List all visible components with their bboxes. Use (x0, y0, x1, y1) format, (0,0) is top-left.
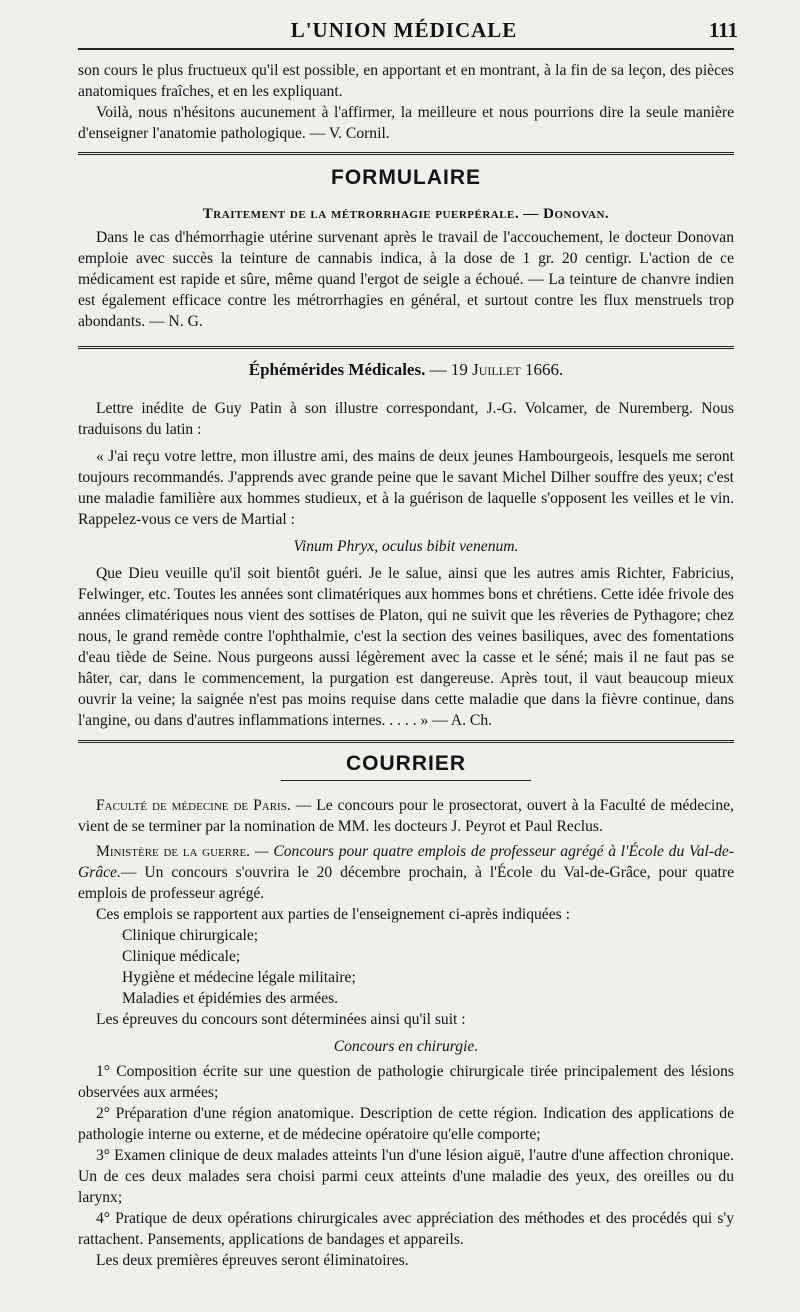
running-head (70, 18, 738, 48)
formulaire-title: FORMULAIRE (331, 166, 481, 189)
faculte-text: — Le concours pour le prosectorat, ouvert à la Faculté de médecine, vient de se terminer par la nomination de MM. les docteurs J. Peyrot et Paul Reclus. (78, 797, 734, 835)
intro-paragraph-1: son cours le plus fructueux qu'il est possible, en apportant et en montrant, à la fin de sa leçon, des pièces anatomiques fraîches, et en les expliquant. (78, 62, 734, 100)
section-rule-courrier (78, 740, 734, 743)
parties-item: Clinique médicale; (122, 948, 241, 965)
epreuve-item: 1° Composition écrite sur une question de pathologie chirurgicale tirée principalement des lésions observées aux armées; (78, 1063, 734, 1101)
formulaire-body: Dans le cas d'hémorrhagie utérine survenant après le travail de l'accouchement, le docteur Donovan emploie avec succès la teinture de cannabis indica, à la dose de 1 gr. 20 centigr. L'action de ce médicament est rapide et sûre, même quand l'ergot de seigle a échoué. — La teinture de chanvre indien est également efficace contre les métrorrhagies en général, et surtout contre les flux menstruels trop abondants. — N. G. (78, 229, 734, 330)
courrier-ministere (78, 841, 734, 904)
epreuve-item: 4° Pratique de deux opérations chirurgicales avec appréciation des méthodes et des procédés qui s'y rattachent. Pansements, applications de bandages et appareils. (78, 1210, 734, 1248)
ephemerides-heading (78, 360, 734, 380)
formulaire-subtitle: Traitement de la métrorrhagie puerpérale. — Donovan. (202, 206, 610, 222)
ephemerides-quote: Vinum Phryx, oculus bibit venenum. (293, 538, 519, 555)
parties-item: Hygiène et médecine légale militaire; (122, 969, 356, 986)
epreuve-item: 3° Examen clinique de deux malades atteints l'un d'une lésion aiguë, l'autre d'une affection chronique. Un de ces deux malades sera choisi parmi ceux atteints d'une maladie des yeux, des oreilles ou du larynx; (78, 1147, 734, 1206)
courrier-title: COURRIER (345, 752, 466, 775)
epreuves-closing: Les deux premières épreuves seront éliminatoires. (96, 1252, 409, 1269)
courrier-faculte (78, 795, 734, 837)
ephemerides-letter-2: Que Dieu veuille qu'il soit bientôt guéri. Je le salue, ainsi que les autres amis Richter, Fabricius, Felwinger, etc. Toutes les années sont climatériques aux hommes bons et chrétiens. Cette idée frivole des années climatériques nous vient des sottises de Platon, qui ne suivit que les rêveries de Pythagore; chez nous, le grand remède contre l'ophthalmie, c'est la section des veines basiliques, avec des fomentations d'eau tiède de Seine. Nous purgeons aussi légèrement avec la casse et le séné; mais il ne faut pas se hâter, car, dans le commencement, la purgation est dangereuse. Après tout, il vaut beaucoup mieux ouvrir la veine; la saignée n'est pas moins requise dans cette maladie que dans la fièvre continue, dans l'angine, ou dans d'autres inflammations internes. . . . . » — A. Ch. (78, 565, 734, 729)
ephemerides-title: Éphémérides Médicales. (248, 360, 426, 379)
ephemerides-intro: Lettre inédite de Guy Patin à son illustre correspondant, J.-G. Volcamer, de Nuremberg. Nous traduisons du latin : (78, 400, 734, 438)
intro-section (78, 60, 734, 144)
journal-title: L'UNION MÉDICALE (290, 18, 518, 42)
ministere-heading: Ministère de la guerre. (96, 843, 251, 860)
section-rule-ephemerides (78, 346, 734, 349)
formulaire-section (78, 166, 734, 332)
parties-item: Maladies et épidémies des armées. (122, 990, 339, 1007)
epreuves-intro: Les épreuves du concours sont déterminées ainsi qu'il suit : (96, 1011, 466, 1028)
epreuve-item: 2° Préparation d'une région anatomique. Description de cette région. Indication des applications de pathologie interne ou externe, et de médecine opératoire qu'elle comporte; (78, 1105, 734, 1143)
ephemerides-date: — 19 Juillet 1666. (429, 360, 564, 379)
ephemerides-section (78, 360, 734, 731)
courrier-section (78, 752, 734, 1271)
intro-paragraph-2: Voilà, nous n'hésitons aucunement à l'affirmer, la meilleure et nous pourrions dire la seule manière d'enseigner l'anatomie pathologique. — V. Cornil. (78, 104, 734, 142)
section-rule-formulaire (78, 152, 734, 155)
faculte-heading: Faculté de médecine de Paris. (96, 797, 291, 814)
ministere-concours: — Concours pour quatre emplois de professeur agrégé à l'École du Val-de-Grâce. (78, 843, 734, 881)
concours-title: Concours en chirurgie. (333, 1038, 479, 1055)
ephemerides-letter-1: « J'ai reçu votre lettre, mon illustre ami, des mains de deux jeunes Hambourgeois, lesquels me seront toujours recommandés. J'apprends avec grande peine que le savant Michel Dilher souffre des yeux; c'est une maladie familière aux hommes studieux, et à la guérison de laquelle s'opposent les veilles et le vin. Rappelez-vous ce vers de Martial : (78, 448, 734, 528)
courrier-title-rule (281, 780, 531, 781)
ministere-text: — Un concours s'ouvrira le 20 décembre prochain, à l'École du Val-de-Grâce, pour quatre emplois de professeur agrégé. (78, 864, 734, 902)
page-number: 111 (708, 18, 738, 42)
parties-item: Clinique chirurgicale; (122, 927, 259, 944)
header-rule (78, 48, 734, 50)
parties-list (78, 925, 734, 1009)
parties-intro: Ces emplois se rapportent aux parties de l'enseignement ci-après indiquées : (96, 906, 570, 923)
